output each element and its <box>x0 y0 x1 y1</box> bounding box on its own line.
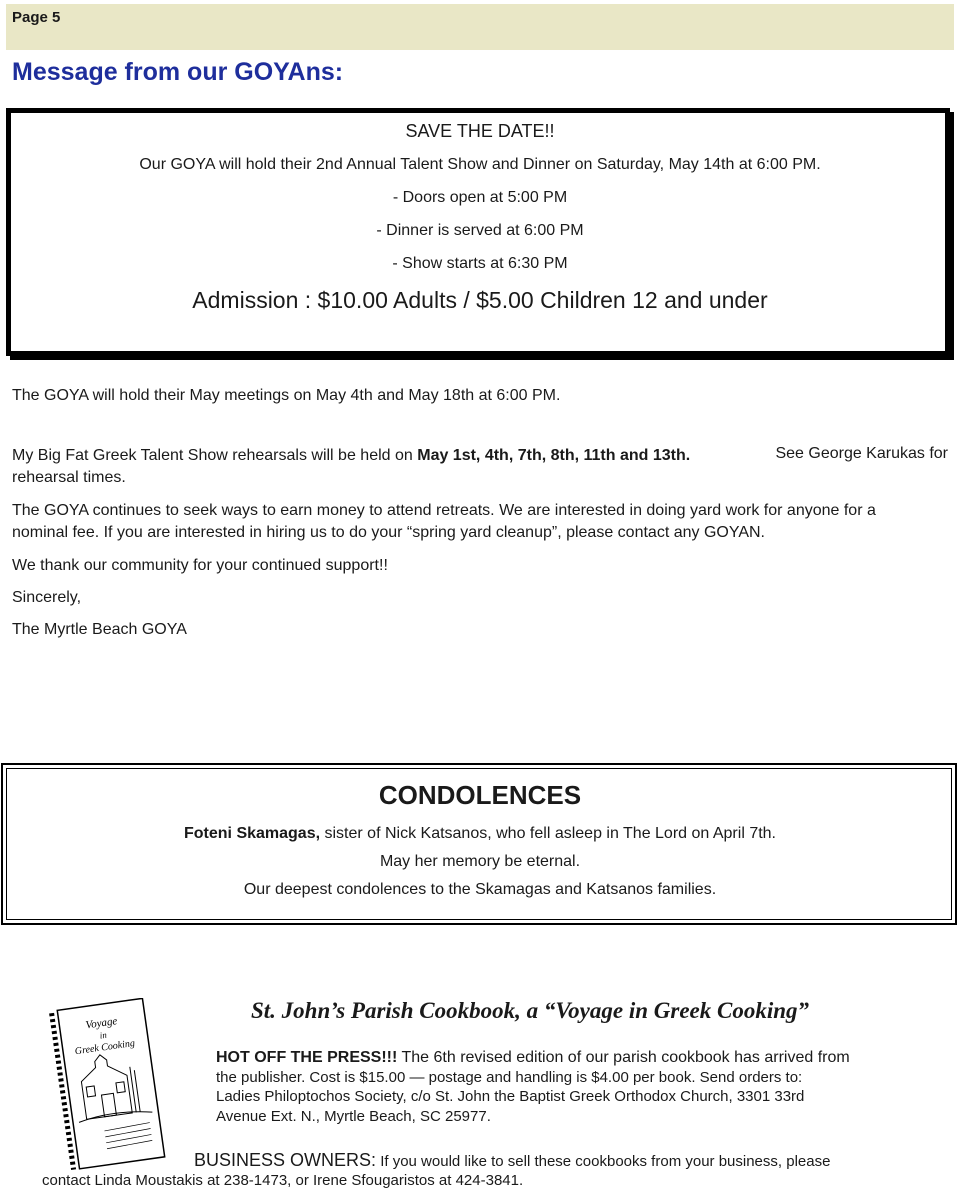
meetings-paragraph <box>12 385 948 407</box>
cookbook-cover-image <box>48 998 168 1170</box>
cookbook-intro: The 6th revised edition of our parish cookbook has arrived from <box>401 1049 850 1066</box>
admission-line: Admission : $10.00 Adults / $5.00 Children 12 and under <box>192 287 768 313</box>
page-number: Page 5 <box>12 9 61 26</box>
cover-title-word1: Voyage <box>84 1015 119 1032</box>
save-date-title: SAVE THE DATE!! <box>405 121 555 141</box>
page-header-band <box>6 4 954 50</box>
condolences-name-line <box>0 825 960 843</box>
cookbook-line4: Avenue Ext. N., Myrtle Beach, SC 25977. <box>216 1108 491 1125</box>
meetings-dates: May 4th and May 18th at 6:00 PM. <box>315 387 561 404</box>
thanks-line: We thank our community for your continued support!! <box>12 557 388 574</box>
cover-title-word3: Greek Cooking <box>74 1037 136 1058</box>
deceased-name: Foteni Skamagas, <box>184 825 321 842</box>
cookbook-line1 <box>216 1049 850 1067</box>
cookbook-line3: Ladies Philoptochos Society, c/o St. John the Baptist Greek Orthodox Church, 3301 33rd <box>216 1088 805 1105</box>
deepest-condolences-line: Our deepest condolences to the Skamagas and Katsanos families. <box>243 881 717 898</box>
signature-line: The Myrtle Beach GOYA <box>12 621 187 638</box>
meetings-intro: The GOYA will hold their May meetings on <box>12 387 316 404</box>
rehearsals-contact: See George Karukas for <box>775 445 948 462</box>
rehearsals-intro: My Big Fat Greek Talent Show rehearsals will be held on <box>12 447 418 464</box>
business-line1 <box>194 1150 830 1171</box>
sincerely-line: Sincerely, <box>12 589 82 606</box>
retreats-line1: The GOYA continues to seek ways to earn money to attend retreats. We are interested in doing yard work for anyone for a <box>12 502 876 519</box>
memory-line: May her memory be eternal. <box>379 853 581 870</box>
business-offer: If you would like to sell these cookbooks from your business, please <box>380 1153 831 1170</box>
doors-open-line: - Doors open at 5:00 PM <box>392 189 568 206</box>
talent-show-date: 2nd Annual Talent Show and Dinner on Saturday, May 14th at 6:00 PM. <box>316 156 821 173</box>
dinner-line: - Dinner is served at 6:00 PM <box>376 222 584 239</box>
show-start-line: - Show starts at 6:30 PM <box>392 255 568 272</box>
cookbook-title: St. John’s Parish Cookbook, a “Voyage in Greek Cooking” <box>250 998 810 1023</box>
talent-show-line <box>0 156 960 174</box>
message-heading: Message from our GOYAns: <box>12 58 344 86</box>
condolences-title: CONDOLENCES <box>378 780 582 810</box>
cover-title-word2: in <box>98 1029 108 1041</box>
business-line2: contact Linda Moustakis at 238-1473, or Irene Sfougaristos at 424-3841. <box>42 1172 524 1189</box>
hot-off-press: HOT OFF THE PRESS!!! <box>216 1049 398 1066</box>
rehearsal-dates: May 1st, 4th, 7th, 8th, 11th and 13th. <box>417 447 691 464</box>
rehearsals-line2: rehearsal times. <box>12 469 126 486</box>
cookbook-line2: the publisher. Cost is $15.00 — postage and handling is $4.00 per book. Send orders to: <box>216 1069 803 1086</box>
retreats-line2: nominal fee. If you are interested in hiring us to do your “spring yard cleanup”, please contact any GOYAN. <box>12 524 765 541</box>
business-owners-label: BUSINESS OWNERS: <box>194 1150 377 1170</box>
condolences-detail: sister of Nick Katsanos, who fell asleep in The Lord on April 7th. <box>324 825 776 842</box>
talent-show-intro: Our GOYA will hold their <box>139 156 317 173</box>
